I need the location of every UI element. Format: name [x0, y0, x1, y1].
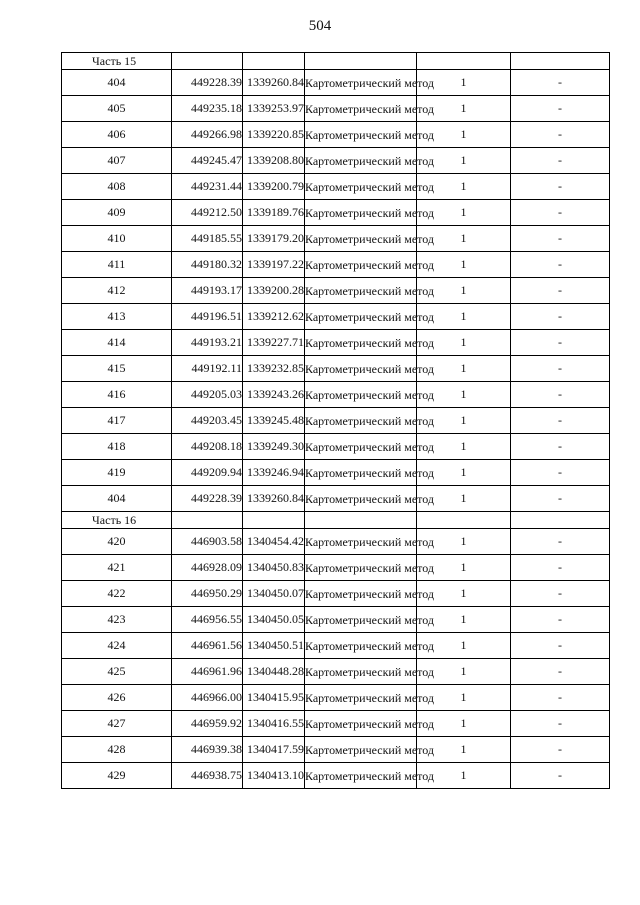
y-coordinate-cell: 1339179.20	[243, 226, 305, 252]
method-cell: Картометрический метод	[305, 200, 417, 226]
method-cell: Картометрический метод	[305, 581, 417, 607]
y-coordinate-cell: 1339245.48	[243, 408, 305, 434]
method-cell: Картометрический метод	[305, 607, 417, 633]
x-coordinate-cell: 446959.92	[172, 711, 243, 737]
method-cell: Картометрический метод	[305, 96, 417, 122]
y-coordinate-cell: 1339200.79	[243, 174, 305, 200]
x-coordinate-cell: 449192.11	[172, 356, 243, 382]
y-coordinate-cell: 1339232.85	[243, 356, 305, 382]
accuracy-cell: 1	[417, 737, 511, 763]
note-cell: -	[511, 382, 610, 408]
coordinates-table	[61, 52, 610, 789]
x-coordinate-cell: 449212.50	[172, 200, 243, 226]
accuracy-cell: 1	[417, 356, 511, 382]
accuracy-cell: 1	[417, 711, 511, 737]
point-number-cell: 413	[62, 304, 172, 330]
accuracy-cell: 1	[417, 581, 511, 607]
note-cell: -	[511, 555, 610, 581]
y-coordinate-cell: 1339212.62	[243, 304, 305, 330]
x-coordinate-cell: 446961.56	[172, 633, 243, 659]
y-coordinate-cell: 1339243.26	[243, 382, 305, 408]
table-row	[62, 200, 610, 226]
accuracy-cell: 1	[417, 278, 511, 304]
note-cell: -	[511, 278, 610, 304]
note-cell: -	[511, 200, 610, 226]
table-row	[62, 122, 610, 148]
table-row	[62, 737, 610, 763]
table-row	[62, 529, 610, 555]
note-cell: -	[511, 607, 610, 633]
x-coordinate-cell: 449193.21	[172, 330, 243, 356]
table-row	[62, 555, 610, 581]
note-cell: -	[511, 434, 610, 460]
accuracy-cell: 1	[417, 382, 511, 408]
point-number-cell: 410	[62, 226, 172, 252]
note-cell: -	[511, 148, 610, 174]
y-coordinate-cell: 1339260.84	[243, 486, 305, 512]
table-row	[62, 711, 610, 737]
table-row	[62, 70, 610, 96]
note-cell: -	[511, 330, 610, 356]
note-cell: -	[511, 460, 610, 486]
accuracy-cell: 1	[417, 659, 511, 685]
accuracy-cell: 1	[417, 434, 511, 460]
y-coordinate-cell: 1339189.76	[243, 200, 305, 226]
note-cell: -	[511, 633, 610, 659]
table-row	[62, 96, 610, 122]
point-number-cell: 427	[62, 711, 172, 737]
x-coordinate-cell: 449180.32	[172, 252, 243, 278]
table-row	[62, 659, 610, 685]
accuracy-cell: 1	[417, 633, 511, 659]
y-coordinate-cell: 1339260.84	[243, 70, 305, 96]
note-cell: -	[511, 529, 610, 555]
part-header-row	[62, 512, 610, 529]
x-coordinate-cell: 449266.98	[172, 122, 243, 148]
point-number-cell: 422	[62, 581, 172, 607]
accuracy-cell: 1	[417, 555, 511, 581]
method-cell: Картометрический метод	[305, 659, 417, 685]
point-number-cell: 414	[62, 330, 172, 356]
y-coordinate-cell: 1340416.55	[243, 711, 305, 737]
point-number-cell: 404	[62, 70, 172, 96]
x-coordinate-cell: 446966.00	[172, 685, 243, 711]
x-coordinate-cell: 449235.18	[172, 96, 243, 122]
accuracy-cell: 1	[417, 96, 511, 122]
method-cell: Картометрический метод	[305, 226, 417, 252]
accuracy-cell: 1	[417, 685, 511, 711]
note-cell: -	[511, 96, 610, 122]
table-row	[62, 278, 610, 304]
x-coordinate-cell: 446961.96	[172, 659, 243, 685]
y-coordinate-cell: 1340450.05	[243, 607, 305, 633]
method-cell: Картометрический метод	[305, 486, 417, 512]
note-cell: -	[511, 122, 610, 148]
x-coordinate-cell: 449185.55	[172, 226, 243, 252]
method-cell: Картометрический метод	[305, 460, 417, 486]
y-coordinate-cell: 1339220.85	[243, 122, 305, 148]
note-cell: -	[511, 174, 610, 200]
note-cell: -	[511, 581, 610, 607]
note-cell: -	[511, 304, 610, 330]
point-number-cell: 426	[62, 685, 172, 711]
part-header-row	[62, 53, 610, 70]
empty-cell	[511, 53, 610, 70]
method-cell: Картометрический метод	[305, 763, 417, 789]
method-cell: Картометрический метод	[305, 356, 417, 382]
table-row	[62, 408, 610, 434]
table-row	[62, 763, 610, 789]
method-cell: Картометрический метод	[305, 252, 417, 278]
point-number-cell: 405	[62, 96, 172, 122]
y-coordinate-cell: 1340417.59	[243, 737, 305, 763]
x-coordinate-cell: 446928.09	[172, 555, 243, 581]
y-coordinate-cell: 1339246.94	[243, 460, 305, 486]
table-row	[62, 226, 610, 252]
accuracy-cell: 1	[417, 70, 511, 96]
table-row	[62, 581, 610, 607]
method-cell: Картометрический метод	[305, 330, 417, 356]
accuracy-cell: 1	[417, 252, 511, 278]
method-cell: Картометрический метод	[305, 174, 417, 200]
y-coordinate-cell: 1340413.10	[243, 763, 305, 789]
accuracy-cell: 1	[417, 200, 511, 226]
table-row	[62, 633, 610, 659]
point-number-cell: 425	[62, 659, 172, 685]
x-coordinate-cell: 449228.39	[172, 70, 243, 96]
method-cell: Картометрический метод	[305, 737, 417, 763]
point-number-cell: 415	[62, 356, 172, 382]
note-cell: -	[511, 486, 610, 512]
point-number-cell: 409	[62, 200, 172, 226]
table-row	[62, 607, 610, 633]
table-row	[62, 434, 610, 460]
method-cell: Картометрический метод	[305, 711, 417, 737]
empty-cell	[243, 53, 305, 70]
y-coordinate-cell: 1339200.28	[243, 278, 305, 304]
point-number-cell: 404	[62, 486, 172, 512]
point-number-cell: 408	[62, 174, 172, 200]
point-number-cell: 411	[62, 252, 172, 278]
table-row	[62, 382, 610, 408]
empty-cell	[511, 512, 610, 529]
method-cell: Картометрический метод	[305, 434, 417, 460]
method-cell: Картометрический метод	[305, 278, 417, 304]
y-coordinate-cell: 1340415.95	[243, 685, 305, 711]
accuracy-cell: 1	[417, 607, 511, 633]
note-cell: -	[511, 763, 610, 789]
y-coordinate-cell: 1339197.22	[243, 252, 305, 278]
method-cell: Картометрический метод	[305, 555, 417, 581]
note-cell: -	[511, 737, 610, 763]
point-number-cell: 407	[62, 148, 172, 174]
note-cell: -	[511, 711, 610, 737]
x-coordinate-cell: 446903.58	[172, 529, 243, 555]
accuracy-cell: 1	[417, 529, 511, 555]
table-row	[62, 685, 610, 711]
x-coordinate-cell: 449228.39	[172, 486, 243, 512]
y-coordinate-cell: 1340450.51	[243, 633, 305, 659]
point-number-cell: 416	[62, 382, 172, 408]
accuracy-cell: 1	[417, 148, 511, 174]
accuracy-cell: 1	[417, 763, 511, 789]
table-row	[62, 356, 610, 382]
point-number-cell: 417	[62, 408, 172, 434]
x-coordinate-cell: 449193.17	[172, 278, 243, 304]
accuracy-cell: 1	[417, 304, 511, 330]
y-coordinate-cell: 1339208.80	[243, 148, 305, 174]
accuracy-cell: 1	[417, 460, 511, 486]
empty-cell	[243, 512, 305, 529]
note-cell: -	[511, 70, 610, 96]
point-number-cell: 406	[62, 122, 172, 148]
method-cell: Картометрический метод	[305, 685, 417, 711]
table-row	[62, 460, 610, 486]
accuracy-cell: 1	[417, 330, 511, 356]
point-number-cell: 429	[62, 763, 172, 789]
x-coordinate-cell: 446956.55	[172, 607, 243, 633]
part-label: Часть 15	[62, 53, 172, 70]
x-coordinate-cell: 449231.44	[172, 174, 243, 200]
method-cell: Картометрический метод	[305, 70, 417, 96]
note-cell: -	[511, 226, 610, 252]
note-cell: -	[511, 408, 610, 434]
y-coordinate-cell: 1339249.30	[243, 434, 305, 460]
y-coordinate-cell: 1339227.71	[243, 330, 305, 356]
empty-cell	[305, 53, 417, 70]
table-row	[62, 252, 610, 278]
point-number-cell: 418	[62, 434, 172, 460]
empty-cell	[417, 512, 511, 529]
accuracy-cell: 1	[417, 408, 511, 434]
y-coordinate-cell: 1340450.07	[243, 581, 305, 607]
point-number-cell: 420	[62, 529, 172, 555]
note-cell: -	[511, 356, 610, 382]
table-row	[62, 304, 610, 330]
table-row	[62, 148, 610, 174]
x-coordinate-cell: 449205.03	[172, 382, 243, 408]
y-coordinate-cell: 1339253.97	[243, 96, 305, 122]
point-number-cell: 428	[62, 737, 172, 763]
x-coordinate-cell: 446938.75	[172, 763, 243, 789]
empty-cell	[305, 512, 417, 529]
method-cell: Картометрический метод	[305, 122, 417, 148]
method-cell: Картометрический метод	[305, 529, 417, 555]
x-coordinate-cell: 446950.29	[172, 581, 243, 607]
x-coordinate-cell: 446939.38	[172, 737, 243, 763]
point-number-cell: 412	[62, 278, 172, 304]
point-number-cell: 421	[62, 555, 172, 581]
part-label: Часть 16	[62, 512, 172, 529]
coordinates-table-body	[62, 53, 610, 789]
x-coordinate-cell: 449209.94	[172, 460, 243, 486]
point-number-cell: 424	[62, 633, 172, 659]
accuracy-cell: 1	[417, 122, 511, 148]
accuracy-cell: 1	[417, 486, 511, 512]
table-row	[62, 174, 610, 200]
x-coordinate-cell: 449196.51	[172, 304, 243, 330]
x-coordinate-cell: 449203.45	[172, 408, 243, 434]
x-coordinate-cell: 449208.18	[172, 434, 243, 460]
method-cell: Картометрический метод	[305, 304, 417, 330]
note-cell: -	[511, 252, 610, 278]
y-coordinate-cell: 1340448.28	[243, 659, 305, 685]
method-cell: Картометрический метод	[305, 633, 417, 659]
y-coordinate-cell: 1340450.83	[243, 555, 305, 581]
table-row	[62, 330, 610, 356]
x-coordinate-cell: 449245.47	[172, 148, 243, 174]
point-number-cell: 419	[62, 460, 172, 486]
empty-cell	[172, 512, 243, 529]
accuracy-cell: 1	[417, 174, 511, 200]
method-cell: Картометрический метод	[305, 408, 417, 434]
page-number: 504	[308, 18, 332, 34]
accuracy-cell: 1	[417, 226, 511, 252]
note-cell: -	[511, 685, 610, 711]
method-cell: Картометрический метод	[305, 148, 417, 174]
table-row	[62, 486, 610, 512]
y-coordinate-cell: 1340454.42	[243, 529, 305, 555]
method-cell: Картометрический метод	[305, 382, 417, 408]
note-cell: -	[511, 659, 610, 685]
empty-cell	[172, 53, 243, 70]
empty-cell	[417, 53, 511, 70]
point-number-cell: 423	[62, 607, 172, 633]
